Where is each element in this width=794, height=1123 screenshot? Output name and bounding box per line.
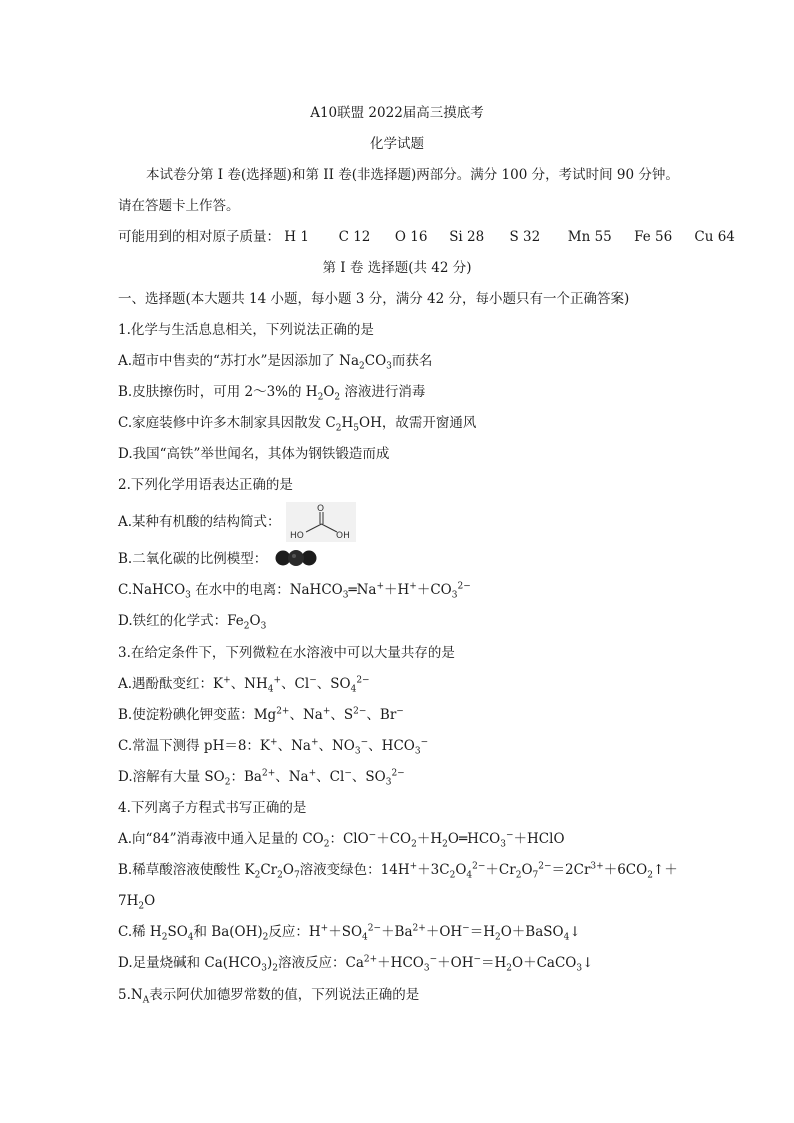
q3-option-b: B.使淀粉碘化钾变蓝：$Mg^{2+}$、Na+、$S^{2-}$、Br− [118,706,404,723]
atomic-mass-fe: Fe 56 [634,229,673,245]
q1-stem: 1.化学与生活息息相关，下列说法正确的是 [118,322,374,338]
atomic-mass-cu: Cu 64 [694,229,735,245]
q4-option-b-line1: B.稀草酸溶液使酸性 $K_2Cr_2O_7$溶液变绿色：$14H^++3C_2O_4^{2-}+Cr_2O_7^{2-}=2Cr^{3+}+6CO_2↑+$ [118,861,678,881]
q2-option-d: D.铁红的化学式：$Fe_2O_3$ [118,613,267,632]
q4-option-b-line2: $7H_2O$ [118,893,156,912]
q2-stem: 2.下列化学用语表达正确的是 [118,477,293,493]
q3-option-c: C.常温下测得 pH＝8：K+、Na+、$NO_3^-$、$HCO_3^-$ [118,737,429,757]
atomic-mass-si: Si 28 [449,229,485,245]
structure-o-label: O [317,504,325,514]
q1-option-a: A.超市中售卖的“苏打水”是因添加了 $Na_2CO_3$而获名 [118,353,433,372]
intro-line-1: 本试卷分第 I 卷(选择题)和第 II 卷(非选择题)两部分。满分 100 分，考试时间 90 分钟。 [146,167,679,183]
co2-space-filling-model-image [274,549,318,567]
q1-option-c: C.家庭装修中许多木制家具因散发 $C_2H_5OH$，故需开窗通风 [118,415,477,434]
q3-option-d: D.溶解有大量 $SO_2$：$Ba^{2+}$、Na+、Cl−、$SO_3^{2-}$ [118,768,405,788]
exam-title: A10联盟 2022届高三摸底考 [310,105,484,121]
structure-ho-label: HO [290,531,304,541]
section-instruction: 一、选择题(本大题共 14 小题，每小题 3 分，满分 42 分，每小题只有一个正确答案) [118,291,630,307]
q2-option-b: B.二氧化碳的比例模型： [118,551,268,567]
q4-option-d: D.足量烧碱和 $Ca(HCO_3)_2$溶液反应：$Ca^{2+}+HCO_3^-+OH^-=H_2O+CaCO_3↓$ [118,954,594,974]
section-title: 第 I 卷 选择题(共 42 分) [322,260,472,276]
q3-stem: 3.在给定条件下，下列微粒在水溶液中可以大量共存的是 [118,645,455,661]
structure-oh-label: OH [336,531,350,541]
q2-option-a: A.某种有机酸的结构简式： [118,514,281,530]
q1-option-b: B.皮肤擦伤时，可用 2～3%的 $H_2O_2$ 溶液进行消毒 [118,384,426,403]
q4-option-c: C.稀 $H_2SO_4$和 $Ba(OH)_2$反应：$H^++SO_4^{2-}+Ba^{2+}+OH^-=H_2O+BaSO_4↓$ [118,923,581,943]
q5-stem: $5.N_A$表示阿伏加德罗常数的值，下列说法正确的是 [118,987,420,1006]
q1-option-d: D.我国“高铁”举世闻名，其体为钢铁锻造而成 [118,446,390,462]
atomic-mass-h: H 1 [284,229,309,245]
atomic-mass-s: S 32 [509,229,541,245]
exam-subject: 化学试题 [370,136,424,152]
atomic-mass-c: C 12 [338,229,371,245]
q2-option-c: C.NaHCO$_3$ 在水中的电离：$NaHCO_3═Na^++H^++CO_3^{2-}$ [118,581,471,601]
intro-line-2: 请在答题卡上作答。 [118,198,240,214]
q4-option-a: A.向“84”消毒液中通入足量的 $CO_2$：$ClO^-+CO_2+H_2O═HCO_3^-+HClO$ [118,830,565,850]
atomic-mass-o: O 16 [394,229,428,245]
carbonic-acid-structure-image [286,502,356,542]
atomic-mass-mn: Mn 55 [567,229,612,245]
q3-option-a: A.遇酚酞变红：K+、$NH_4^+$、Cl−、$SO_4^{2-}$ [118,675,370,695]
atomic-masses-label: 可能用到的相对原子质量： [118,229,280,245]
q4-stem: 4.下列离子方程式书写正确的是 [118,800,307,816]
atomic-masses [118,227,735,247]
